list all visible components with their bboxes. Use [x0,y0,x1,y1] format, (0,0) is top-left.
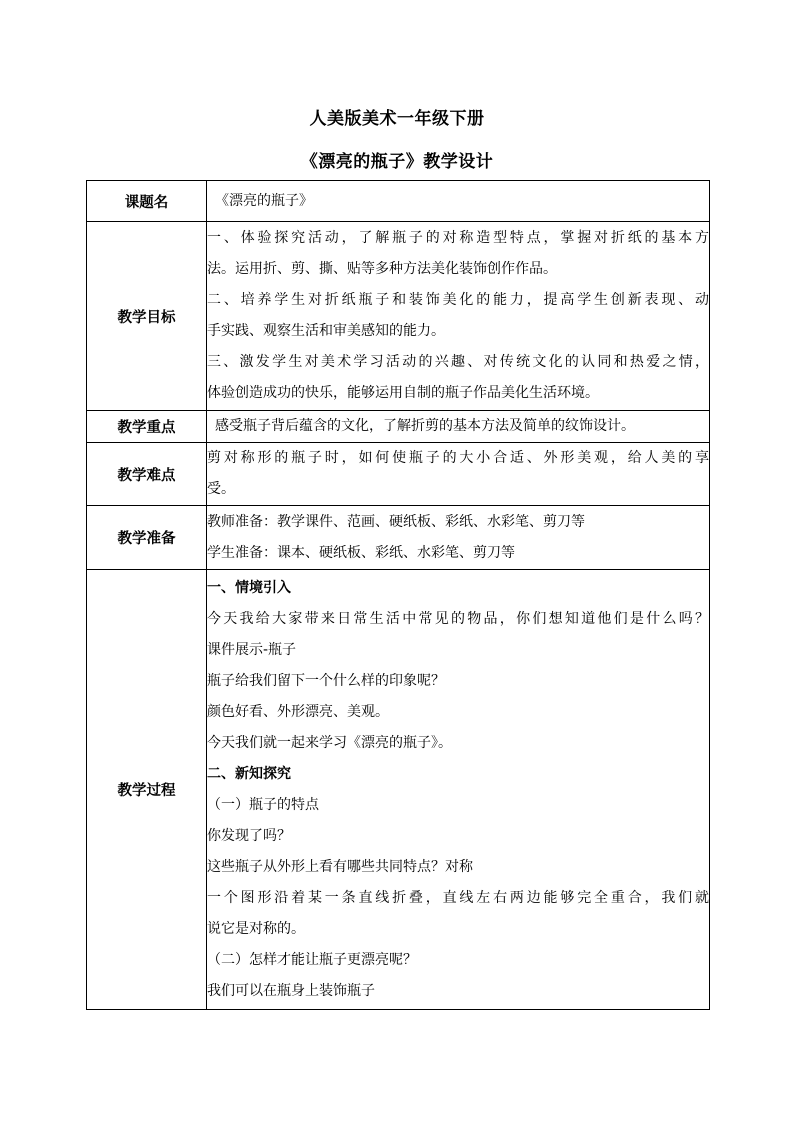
content-line: 一、体验探究活动，了解瓶子的对称造型特点，掌握对折纸的基本方 [207,230,709,246]
table-row-preparation [87,506,710,570]
row-content-difficulties [207,443,710,506]
content-line: 今天我给大家带来日常生活中常见的物品，你们想知道他们是什么吗？ [207,610,709,627]
content-line: 三、激发学生对美术学习活动的兴趣、对传统文化的认同和热爱之情， [207,354,709,370]
row-content-process [207,570,710,1010]
row-label-process: 教学过程 [87,570,207,1010]
content-line: 这些瓶子从外形上看有哪些共同特点？对称 [207,858,473,875]
content-line: 法。运用折、剪、撕、贴等多种方法美化装饰创作作品。 [207,261,557,277]
document-title: 人美版美术一年级下册 [309,109,485,129]
table-row-difficulties [87,443,710,506]
row-content-objectives [207,222,710,411]
table-row-topic [87,181,710,222]
row-content-key-points [207,411,710,443]
row-label-difficulties: 教学难点 [87,443,207,506]
content-line: 课件展示-瓶子 [207,641,297,658]
content-line: 感受瓶子背后蕴含的文化，了解折剪的基本方法及简单的纹饰设计。 [215,418,635,434]
content-line: 我们可以在瓶身上装饰瓶子 [207,982,375,999]
section-heading: 二、新知探究 [207,765,291,782]
table-row-objectives [87,222,710,411]
document-subtitle: 《漂亮的瓶子》教学设计 [300,152,494,172]
content-line: （一）瓶子的特点 [207,796,319,813]
row-label-key-points: 教学重点 [87,411,207,443]
content-line: 今天我们就一起来学习《漂亮的瓶子》。 [207,734,452,751]
lesson-plan-body [87,181,710,1010]
content-line: 手实践、观察生活和审美感知的能力。 [207,323,445,339]
content-line: 教师准备：教学课件、范画、硬纸板、彩纸、水彩笔、剪刀等 [207,513,585,530]
row-label-objectives: 教学目标 [87,222,207,411]
section-heading: 一、情境引入 [207,579,291,596]
content-line: 颜色好看、外形漂亮、美观。 [207,703,389,720]
table-row-key-points [87,411,710,443]
table-row-process [87,570,710,1010]
row-content-preparation [207,506,710,570]
content-line: 你发现了吗？ [207,827,291,844]
content-line: 《漂亮的瓶子》 [215,192,313,209]
row-label-preparation: 教学准备 [87,506,207,570]
content-line: 二、培养学生对折纸瓶子和装饰美化的能力，提高学生创新表现、动 [207,292,709,308]
row-label-topic: 课题名 [87,181,207,222]
content-line: 一个图形沿着某一条直线折叠，直线左右两边能够完全重合，我们就 [207,889,709,906]
row-content-topic [207,181,710,222]
content-line: 体验创造成功的快乐，能够运用自制的瓶子作品美化生活环境。 [207,385,599,401]
content-line: 说它是对称的。 [207,920,305,937]
content-line: 瓶子给我们留下一个什么样的印象呢？ [207,672,445,689]
content-line: 学生准备：课本、硬纸板、彩纸、水彩笔、剪刀等 [207,544,515,561]
content-line: （二）怎样才能让瓶子更漂亮呢？ [207,951,417,968]
content-line: 剪对称形的瓶子时，如何使瓶子的大小合适、外形美观，给人美的享 [207,450,709,466]
lesson-plan-table [86,180,710,1010]
content-line: 受。 [207,481,235,497]
